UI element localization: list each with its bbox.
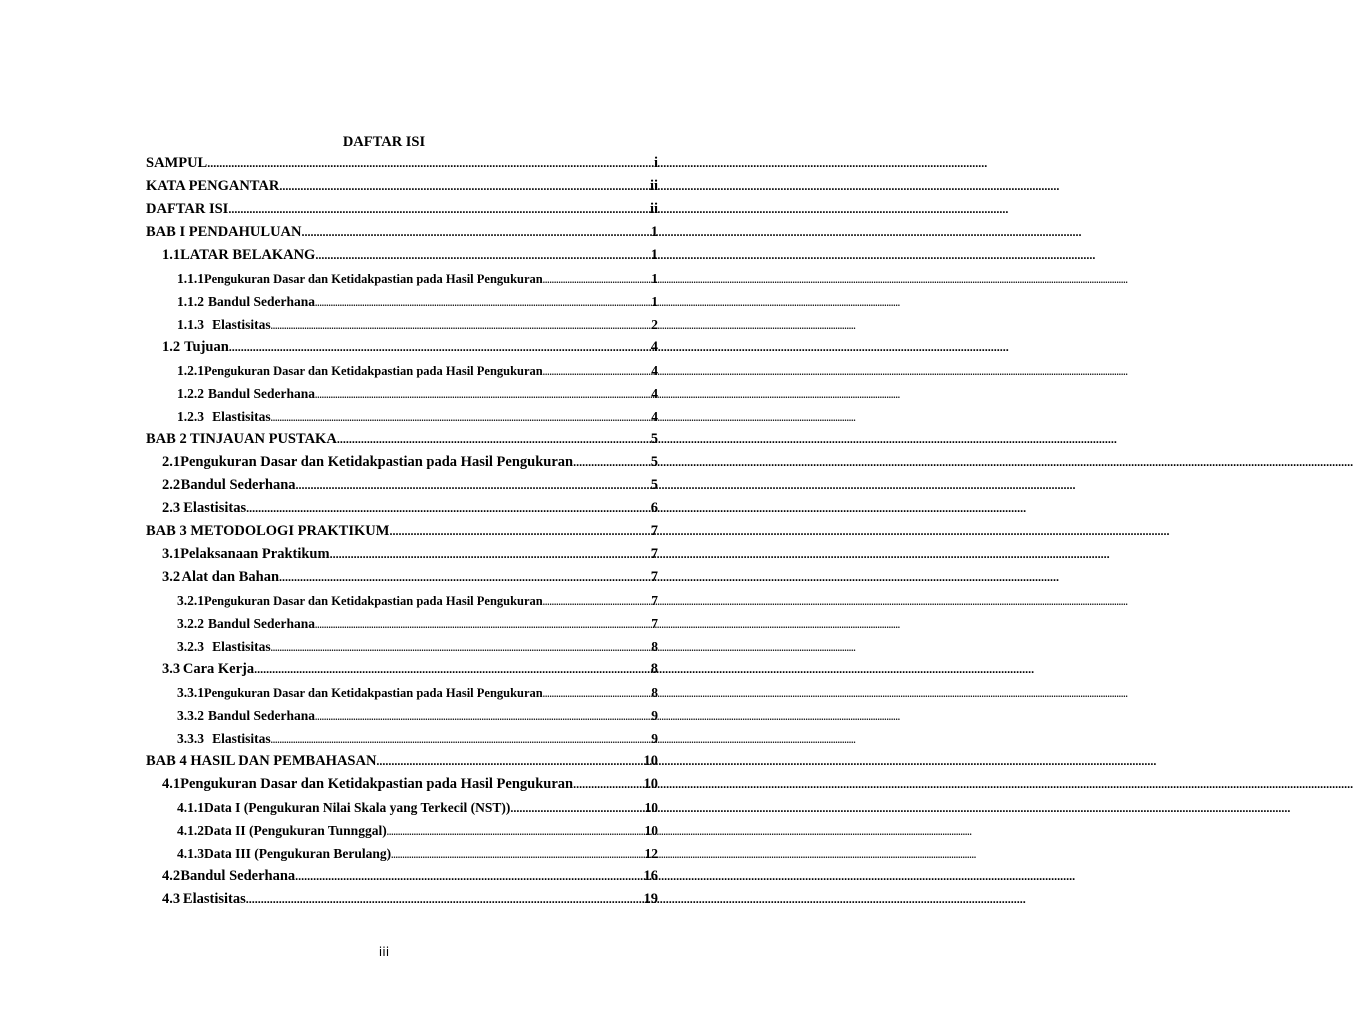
toc-entry-title: Elastisitas bbox=[212, 409, 271, 424]
toc-entry-number: 3.2.2 bbox=[177, 616, 204, 631]
toc-entry-title: DAFTAR ISI bbox=[146, 201, 229, 217]
dot-leader bbox=[337, 428, 651, 451]
dot-leader bbox=[302, 221, 651, 244]
toc-entry-page: 9 bbox=[651, 731, 658, 746]
toc-entry-page: 4 bbox=[650, 339, 658, 355]
toc-entry-number: 1.1.2 bbox=[177, 294, 204, 309]
toc-entry bbox=[146, 681, 658, 704]
toc-entry-page: 5 bbox=[650, 454, 658, 470]
toc-entry bbox=[146, 888, 658, 911]
toc-entry-page: 9 bbox=[651, 708, 658, 723]
dot-leader bbox=[246, 497, 651, 520]
toc-entry bbox=[146, 313, 658, 336]
dot-leader bbox=[330, 543, 651, 566]
dot-leader bbox=[315, 384, 651, 407]
toc-entry bbox=[146, 842, 658, 865]
toc-entry-number: 4.1 bbox=[162, 776, 181, 792]
toc-entry bbox=[146, 267, 658, 290]
toc-entry-number: 3.2 bbox=[162, 569, 181, 585]
toc-entry-page: 19 bbox=[643, 891, 658, 907]
toc-entry-title: Elastisitas bbox=[182, 891, 246, 907]
toc-entry-page: 8 bbox=[651, 639, 658, 654]
toc-entry-number: 3.1 bbox=[162, 546, 181, 562]
toc-entry-number: 1.1.1 bbox=[177, 271, 204, 286]
dot-leader bbox=[271, 729, 652, 752]
toc-entry-title: Pelaksanaan Praktikum bbox=[180, 546, 330, 562]
toc-entry-page: 6 bbox=[650, 500, 658, 516]
toc-entry-number: 1.1.3 bbox=[177, 317, 204, 332]
toc-entry bbox=[146, 704, 658, 727]
toc-entry-number: 1.1 bbox=[162, 247, 181, 263]
toc-entry-page: 2 bbox=[651, 317, 658, 332]
toc-entry bbox=[146, 290, 658, 313]
dot-leader bbox=[271, 637, 652, 660]
page-number: iii bbox=[378, 944, 390, 959]
toc-entry-number: 4.1.1 bbox=[177, 800, 204, 815]
toc-entry-title: Pengukuran Dasar dan Ketidakpastian pada Hasil Pengukuran bbox=[204, 594, 543, 608]
dot-leader bbox=[315, 292, 651, 315]
toc-entry-title: Pengukuran Dasar dan Ketidakpastian pada Hasil Pengukuran bbox=[204, 272, 543, 286]
toc-entry bbox=[146, 221, 658, 244]
toc-entry-title: SAMPUL bbox=[146, 155, 208, 171]
toc-entry-page: 10 bbox=[643, 776, 658, 792]
toc-entry-page: 4 bbox=[651, 363, 658, 378]
toc-entry bbox=[146, 359, 658, 382]
dot-leader bbox=[391, 844, 644, 867]
toc-entry-title: BAB 4 HASIL DAN PEMBAHASAN bbox=[146, 753, 377, 769]
toc-entry-page: 1 bbox=[650, 247, 658, 263]
toc-entry-number: 3.2.1 bbox=[177, 593, 204, 608]
toc-entry-page: 10 bbox=[644, 800, 658, 815]
dot-leader bbox=[296, 474, 651, 497]
toc-entry-number: 3.3 bbox=[162, 661, 181, 677]
toc-entry bbox=[146, 773, 658, 796]
toc-entry bbox=[146, 796, 658, 819]
toc-entry-number: 4.3 bbox=[162, 891, 181, 907]
dot-leader bbox=[279, 175, 650, 198]
toc-entry bbox=[146, 635, 658, 658]
dot-leader bbox=[543, 361, 651, 384]
toc-entry-title: Elastisitas bbox=[212, 317, 271, 332]
toc-entry-title: Pengukuran Dasar dan Ketidakpastian pada Hasil Pengukuran bbox=[204, 686, 543, 700]
dot-leader bbox=[389, 520, 650, 543]
toc-entry bbox=[146, 727, 658, 750]
toc-entry-page: 7 bbox=[651, 616, 658, 631]
toc-entry-title: Bandul Sederhana bbox=[208, 616, 315, 631]
toc-entry-title: Data I (Pengukuran Nilai Skala yang Terkecil (NST)) bbox=[204, 800, 511, 815]
toc-entry bbox=[146, 428, 658, 451]
toc-entry-page: 5 bbox=[650, 477, 658, 493]
dot-leader bbox=[387, 821, 645, 844]
toc-entry-number: 3.3.2 bbox=[177, 708, 204, 723]
toc-entry-number: 3.3.1 bbox=[177, 685, 204, 700]
toc-entry bbox=[146, 451, 658, 474]
dot-leader bbox=[543, 269, 651, 292]
toc-entry bbox=[146, 244, 658, 267]
toc-entry bbox=[146, 865, 658, 888]
dot-leader bbox=[279, 566, 651, 589]
dot-leader bbox=[376, 750, 643, 773]
toc-entry-number: 1.2 bbox=[162, 339, 181, 355]
toc-entry-title: Pengukuran Dasar dan Ketidakpastian pada Hasil Pengukuran bbox=[180, 776, 574, 792]
toc-entry-title: Bandul Sederhana bbox=[208, 708, 315, 723]
toc-entry-page: ii bbox=[649, 201, 658, 217]
toc-entry bbox=[146, 474, 658, 497]
dot-leader bbox=[229, 336, 651, 359]
toc-entry-page: i bbox=[653, 155, 658, 171]
toc-entry-number: 3.3.3 bbox=[177, 731, 204, 746]
toc-entry-number: 1.2.3 bbox=[177, 409, 204, 424]
toc-entry-title: Alat dan Bahan bbox=[181, 569, 280, 585]
toc-entry-number: 2.2 bbox=[162, 477, 181, 493]
toc-entry-number: 1.2.1 bbox=[177, 363, 204, 378]
toc-entry-title: Elastisitas bbox=[212, 731, 271, 746]
toc-entry-title: Pengukuran Dasar dan Ketidakpastian pada Hasil Pengukuran bbox=[204, 364, 543, 378]
dot-leader bbox=[573, 451, 651, 474]
toc-entry-page: 7 bbox=[650, 523, 658, 539]
dot-leader bbox=[207, 152, 654, 175]
toc-entry-page: 1 bbox=[650, 224, 658, 240]
toc-entry bbox=[146, 658, 658, 681]
dot-leader bbox=[254, 658, 651, 681]
toc-entry-title: Bandul Sederhana bbox=[180, 868, 296, 884]
toc-entry-page: 12 bbox=[644, 846, 658, 861]
toc-entry-title: KATA PENGANTAR bbox=[146, 178, 280, 194]
toc-entry-number: 4.1.2 bbox=[177, 823, 204, 838]
toc-entry-title: BAB 2 TINJAUAN PUSTAKA bbox=[146, 431, 337, 447]
toc-entry-number: 4.2 bbox=[162, 868, 181, 884]
toc-entry-title: Data II (Pengukuran Tunnggal) bbox=[204, 823, 387, 838]
toc-entry-title: BAB 3 METODOLOGI PRAKTIKUM bbox=[146, 523, 390, 539]
toc-entry-page: 4 bbox=[651, 409, 658, 424]
toc-entry-number: 1.2.2 bbox=[177, 386, 204, 401]
toc-entry-page: 8 bbox=[651, 685, 658, 700]
toc-entry-title: Elastisitas bbox=[183, 500, 247, 516]
dot-leader bbox=[295, 865, 643, 888]
toc-entry bbox=[146, 497, 658, 520]
dot-leader bbox=[271, 315, 652, 338]
toc-entry-page: 7 bbox=[650, 569, 658, 585]
toc-entry-page: 5 bbox=[650, 431, 658, 447]
toc-entry-number: 4.1.3 bbox=[177, 846, 204, 861]
toc-entry bbox=[146, 750, 658, 773]
toc-entry bbox=[146, 198, 658, 221]
toc-entry-title: Pengukuran Dasar dan Ketidakpastian pada Hasil Pengukuran bbox=[180, 454, 574, 470]
dot-leader bbox=[271, 407, 652, 430]
toc-entry-title: Data III (Pengukuran Berulang) bbox=[204, 846, 392, 861]
toc-entry bbox=[146, 612, 658, 635]
toc-entry bbox=[146, 405, 658, 428]
toc-entry-page: 10 bbox=[644, 823, 658, 838]
toc-entry bbox=[146, 543, 658, 566]
toc-entry-number: 3.2.3 bbox=[177, 639, 204, 654]
toc-entry-page: 7 bbox=[650, 546, 658, 562]
toc-entry-title: Bandul Sederhana bbox=[208, 386, 315, 401]
dot-leader bbox=[315, 706, 651, 729]
toc-entry-page: 4 bbox=[651, 386, 658, 401]
toc-entry bbox=[146, 382, 658, 405]
table-of-contents bbox=[146, 152, 658, 911]
toc-entry-title: Bandul Sederhana bbox=[208, 294, 315, 309]
toc-entry-title: LATAR BELAKANG bbox=[180, 247, 316, 263]
toc-entry bbox=[146, 175, 658, 198]
toc-entry bbox=[146, 152, 658, 175]
page-title: DAFTAR ISI bbox=[342, 134, 426, 150]
toc-entry bbox=[146, 819, 658, 842]
toc-entry-number: 2.1 bbox=[162, 454, 181, 470]
toc-entry bbox=[146, 566, 658, 589]
toc-entry-page: 10 bbox=[643, 753, 658, 769]
toc-entry bbox=[146, 520, 658, 543]
dot-leader bbox=[573, 773, 643, 796]
dot-leader bbox=[228, 198, 650, 221]
toc-entry-page: ii bbox=[649, 178, 658, 194]
dot-leader bbox=[315, 614, 651, 637]
toc-entry bbox=[146, 336, 658, 359]
toc-entry bbox=[146, 589, 658, 612]
toc-entry-title: Cara Kerja bbox=[182, 661, 255, 677]
toc-entry-page: 1 bbox=[651, 271, 658, 286]
dot-leader bbox=[315, 244, 650, 267]
dot-leader bbox=[543, 683, 651, 706]
toc-entry-title: Tujuan bbox=[184, 339, 229, 355]
toc-entry-title: BAB I PENDAHULUAN bbox=[146, 224, 302, 240]
toc-entry-page: 1 bbox=[651, 294, 658, 309]
toc-entry-number: 2.3 bbox=[162, 500, 181, 516]
dot-leader bbox=[543, 591, 651, 614]
dot-leader bbox=[510, 797, 644, 820]
toc-entry-title: Bandul Sederhana bbox=[180, 477, 296, 493]
toc-entry-page: 7 bbox=[651, 593, 658, 608]
toc-entry-page: 16 bbox=[643, 868, 658, 884]
dot-leader bbox=[246, 888, 644, 911]
toc-entry-page: 8 bbox=[650, 661, 658, 677]
toc-entry-title: Elastisitas bbox=[212, 639, 271, 654]
